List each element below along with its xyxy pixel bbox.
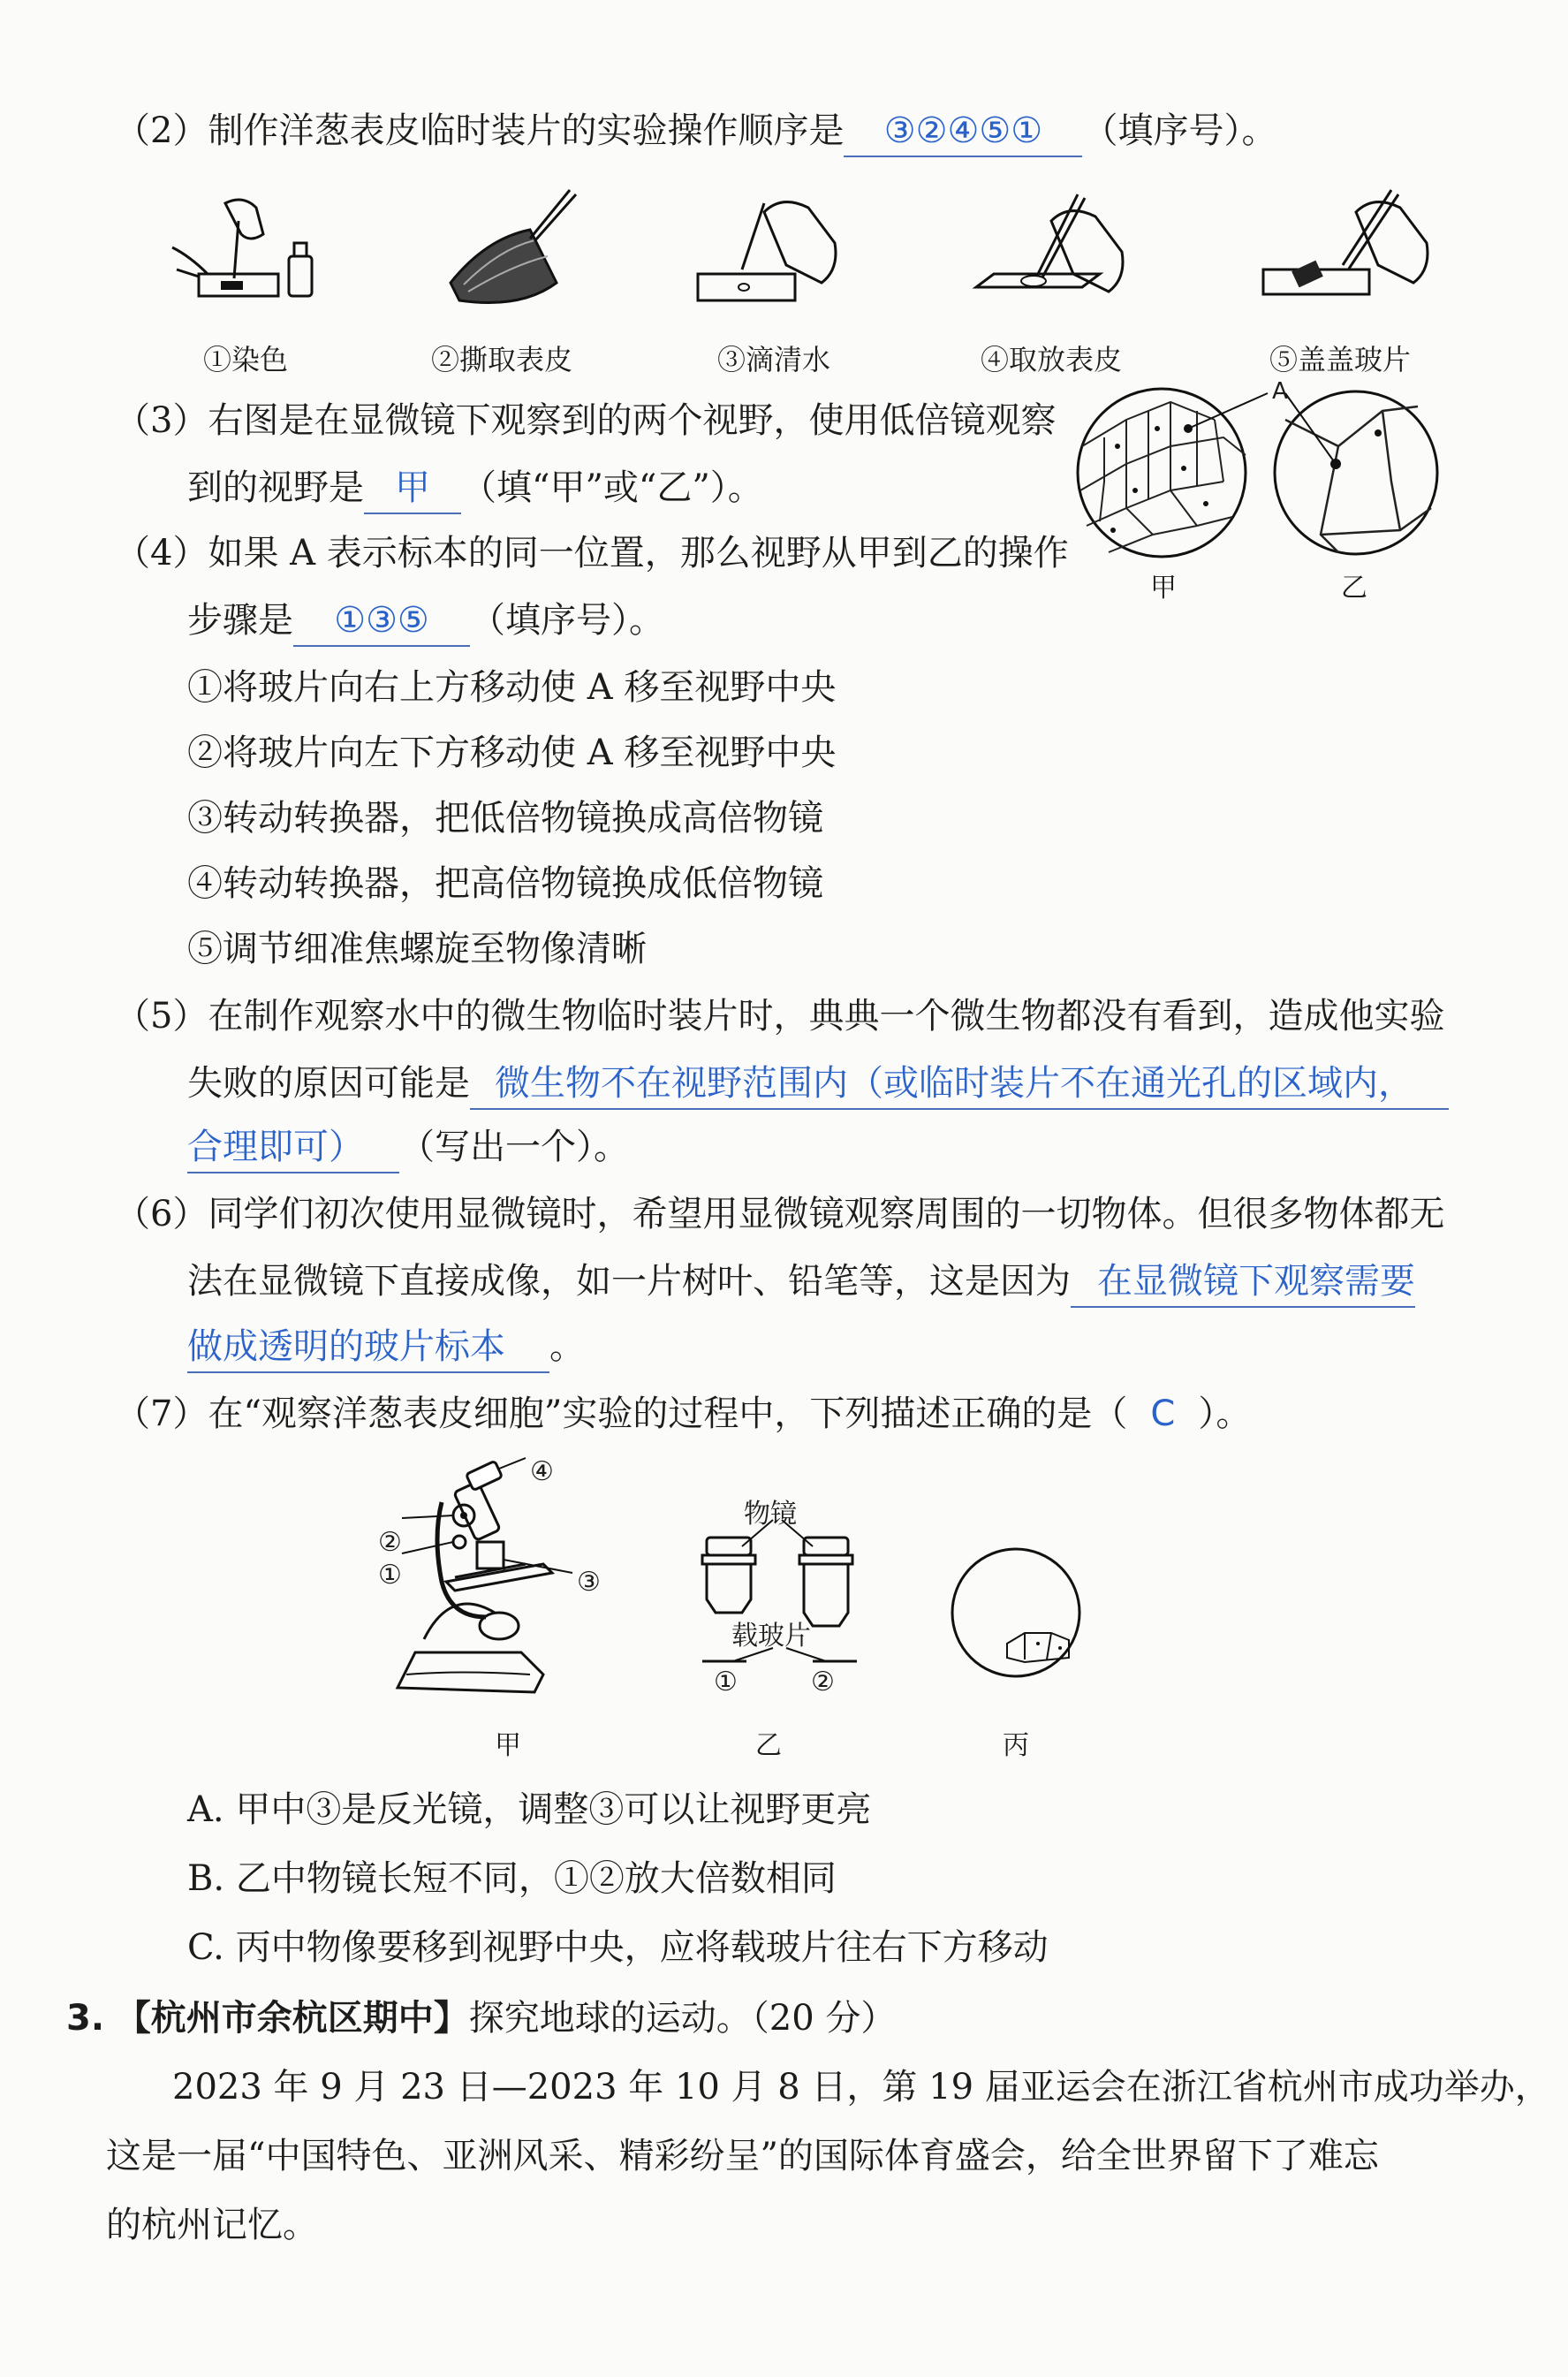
objective-label: 物镜 <box>744 1499 797 1530</box>
section-3-number: 3. <box>66 1998 105 2039</box>
q5-line2-prefix: 失败的原因可能是 <box>187 1063 470 1104</box>
q7-caption-jia: 甲 <box>495 1730 521 1761</box>
q6-line2 <box>187 1257 1415 1308</box>
q7-prefix: （7）在“观察洋葱表皮细胞”实验的过程中，下列描述正确的是（ <box>115 1394 1128 1434</box>
step-place-epidermis-illustration <box>972 186 1140 318</box>
q5-line3 <box>187 1122 629 1173</box>
step-label-water: ③滴清水 <box>717 343 831 376</box>
section-3-para-line2: 这是一届“中国特色、亚洲风采、精彩纷呈”的国际体育盛会，给全世界留下了难忘 <box>106 2136 1379 2176</box>
q7-answer: C <box>1150 1394 1176 1434</box>
step-label-peel: ②撕取表皮 <box>431 343 573 376</box>
step-cover-slip-illustration <box>1259 186 1435 318</box>
step-label-cover: ⑤盖盖玻片 <box>1269 343 1412 376</box>
q4-line1: （4）如果 A 表示标本的同一位置，那么视野从甲到乙的操作 <box>115 533 1069 573</box>
q5-line1: （5）在制作观察水中的微生物临时装片时，典典一个微生物都没有看到，造成他实验 <box>115 996 1445 1037</box>
section-3-source: 【杭州市余杭区期中】 <box>115 1998 469 2039</box>
q2-answer: ③②④⑤① <box>844 106 1082 157</box>
q2-prefix: （2）制作洋葱表皮临时装片的实验操作顺序是 <box>115 110 845 151</box>
step-stain-illustration <box>172 186 331 318</box>
section-3-heading <box>66 1993 896 2043</box>
figure-label-yi: 乙 <box>1341 573 1367 604</box>
q7-caption-yi: 乙 <box>755 1730 782 1761</box>
q4-line2-suffix: （填序号）。 <box>470 600 664 641</box>
field-of-view-illustration <box>945 1542 1087 1683</box>
step-water-drop-illustration <box>693 186 852 318</box>
q3-line2 <box>187 463 763 514</box>
microscope-label-1: ① <box>378 1560 402 1591</box>
microscope-label-2: ② <box>378 1527 402 1558</box>
q5-answer-part2: 合理即可） <box>187 1122 399 1173</box>
q7-option-a: A. 甲中③是反光镜，调整③可以让视野更亮 <box>187 1789 872 1830</box>
q5-line2 <box>187 1059 1449 1110</box>
q5-line3-suffix: （写出一个）。 <box>399 1127 629 1167</box>
q4-option-5: ⑤调节细准焦螺旋至物像清晰 <box>187 929 647 969</box>
microscope-view-figure <box>1073 384 1444 596</box>
q6-line3-suffix: 。 <box>549 1326 585 1367</box>
step-label-stain: ①染色 <box>203 343 289 376</box>
q7-line <box>115 1389 1251 1439</box>
q6-line2-prefix: 法在显微镜下直接成像，如一片树叶、铅笔等，这是因为 <box>187 1261 1071 1302</box>
q4-line2-prefix: 步骤是 <box>187 600 293 641</box>
q4-option-2: ②将玻片向左下方移动使 A 移至视野中央 <box>187 733 837 773</box>
q3-line2-prefix: 到的视野是 <box>187 467 364 508</box>
q7-option-b: B. 乙中物镜长短不同，①②放大倍数相同 <box>187 1858 837 1899</box>
q4-answer: ①③⑤ <box>293 596 470 647</box>
q6-answer-part1: 在显微镜下观察需要 <box>1071 1257 1415 1308</box>
q2-suffix: （填序号）。 <box>1082 110 1277 151</box>
q5-answer-part1: 微生物不在视野范围内（或临时装片不在通光孔的区域内， <box>470 1059 1449 1110</box>
microscope-label-3: ③ <box>577 1567 601 1598</box>
step-peel-illustration <box>442 186 592 318</box>
q4-option-1: ①将玻片向右上方移动使 A 移至视野中央 <box>187 667 837 708</box>
q3-answer: 甲 <box>364 463 461 514</box>
slide-label-2: ② <box>811 1667 835 1697</box>
q7-option-c: C. 丙中物像要移到视野中央，应将载玻片往右下方移动 <box>187 1927 1049 1968</box>
q3-line1: （3）右图是在显微镜下观察到的两个视野，使用低倍镜观察 <box>115 400 1057 441</box>
section-3-title: 探究地球的运动。（20 分） <box>468 1998 897 2039</box>
q4-option-4: ④转动转换器，把高倍物镜换成低倍物镜 <box>187 863 823 904</box>
q6-answer-part2: 做成透明的玻片标本 <box>187 1322 549 1373</box>
slide-label: 载玻片 <box>731 1621 811 1652</box>
q6-line1: （6）同学们初次使用显微镜时，希望用显微镜观察周围的一切物体。但很多物体都无 <box>115 1194 1445 1234</box>
q6-line3 <box>187 1322 585 1373</box>
objective-lenses-illustration <box>689 1520 866 1688</box>
microscope-label-4: ④ <box>530 1456 554 1487</box>
figure-label-a: A <box>1272 378 1288 405</box>
q4-option-3: ③转动转换器，把低倍物镜换成高倍物镜 <box>187 798 823 839</box>
figure-label-jia: 甲 <box>1150 573 1177 604</box>
q3-line2-suffix: （填“甲”或“乙”）。 <box>461 467 763 508</box>
step-label-place: ④取放表皮 <box>981 343 1123 376</box>
section-3-para-line3: 的杭州记忆。 <box>106 2205 318 2245</box>
q7-suffix: ）。 <box>1198 1394 1252 1434</box>
q7-caption-bing: 丙 <box>1003 1730 1029 1761</box>
q4-line2 <box>187 596 664 647</box>
slide-label-1: ① <box>714 1667 738 1697</box>
q2-line <box>115 106 1276 157</box>
section-3-para-line1: 2023 年 9 月 23 日—2023 年 10 月 8 日，第 19 届亚运会在浙江省杭州市成功举办， <box>172 2067 1550 2107</box>
